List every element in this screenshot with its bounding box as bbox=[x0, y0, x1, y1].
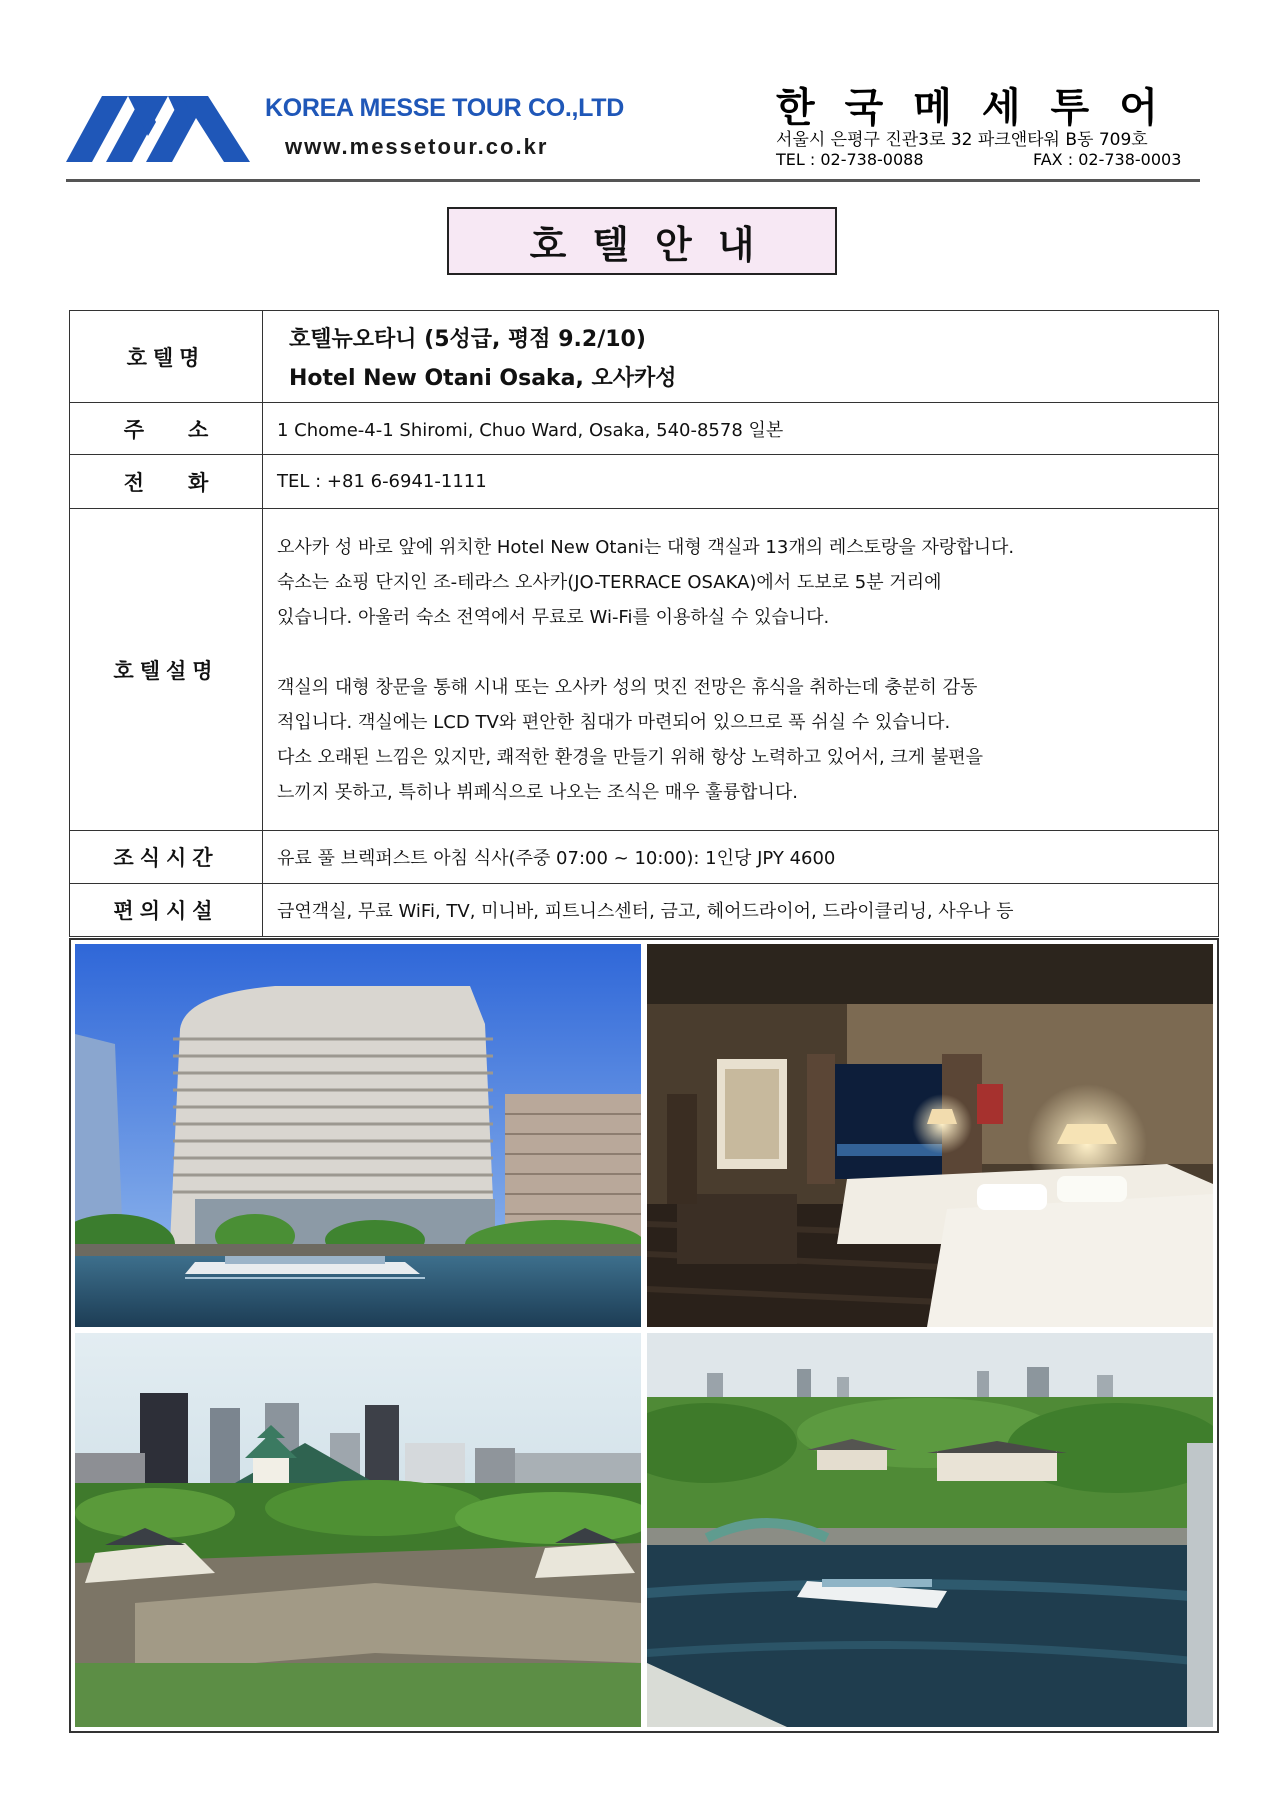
label-address: 주소 bbox=[70, 403, 263, 455]
description-line: 숙소는 쇼핑 단지인 조-테라스 오사카(JO-TERRACE OSAKA)에서 도보로 5분 거리에 bbox=[277, 571, 942, 593]
hotel-exterior-photo bbox=[75, 944, 641, 1327]
amenities-list: 금연객실, 무료 WiFi, TV, 미니바, 피트니스센터, 금고, 헤어드라이어, 드라이클리닝, 사우나 등 bbox=[263, 884, 1219, 937]
header-divider bbox=[66, 179, 1200, 182]
breakfast-hours: 유료 풀 브렉퍼스트 아침 식사(주중 07:00 ~ 10:00): 1인당 JPY 4600 bbox=[263, 831, 1219, 884]
hotel-name-en: Hotel New Otani Osaka, 오사카성 bbox=[289, 365, 677, 391]
page-title-box bbox=[447, 207, 837, 275]
photo-grid bbox=[69, 938, 1219, 1733]
company-name-ko: 한국메세투어 bbox=[776, 85, 1188, 131]
hotel-address: 1 Chome-4-1 Shiromi, Chuo Ward, Osaka, 540-8578 일본 bbox=[263, 403, 1219, 455]
label-description: 호텔설명 bbox=[70, 509, 263, 831]
label-hotel-name: 호텔명 bbox=[70, 311, 263, 403]
hotel-description bbox=[263, 509, 1219, 831]
label-breakfast: 조식시간 bbox=[70, 831, 263, 884]
description-line: 느끼지 못하고, 특히나 뷔페식으로 나오는 조식은 매우 훌륭합니다. bbox=[277, 781, 798, 803]
company-address: 서울시 은평구 진관3로 32 파크앤타워 B동 709호 bbox=[776, 130, 1148, 150]
label-amenities: 편의시설 bbox=[70, 884, 263, 937]
company-website[interactable]: www.messetour.co.kr bbox=[285, 134, 549, 159]
table-row-address bbox=[70, 403, 1219, 455]
description-line: 다소 오래된 느낌은 있지만, 쾌적한 환경을 만들기 위해 항상 노력하고 있어서, 크게 불편을 bbox=[277, 746, 984, 768]
page-title: 호텔안내 bbox=[529, 222, 781, 267]
hotel-room-photo bbox=[647, 944, 1213, 1327]
description-paragraph-1 bbox=[277, 530, 1218, 635]
hotel-name-cell bbox=[263, 311, 1219, 403]
table-row-description bbox=[70, 509, 1219, 831]
river-park-photo bbox=[647, 1333, 1213, 1727]
osaka-castle-photo bbox=[75, 1333, 641, 1727]
description-line: 있습니다. 아울러 숙소 전역에서 무료로 Wi-Fi를 이용하실 수 있습니다. bbox=[277, 606, 830, 628]
company-fax: FAX : 02-738-0003 bbox=[1033, 150, 1182, 169]
description-line: 오사카 성 바로 앞에 위치한 Hotel New Otani는 대형 객실과 13개의 레스토랑을 자랑합니다. bbox=[277, 536, 1015, 558]
company-name-en: KOREA MESSE TOUR CO.,LTD bbox=[265, 94, 625, 122]
label-phone: 전화 bbox=[70, 455, 263, 509]
hotel-phone: TEL : +81 6-6941-1111 bbox=[263, 455, 1219, 509]
table-row-breakfast bbox=[70, 831, 1219, 884]
table-row-phone bbox=[70, 455, 1219, 509]
hotel-name-ko: 호텔뉴오타니 (5성급, 평점 9.2/10) bbox=[289, 326, 646, 352]
table-row-amenities bbox=[70, 884, 1219, 937]
messe-m-logo-icon bbox=[66, 96, 250, 162]
description-line: 객실의 대형 창문을 통해 시내 또는 오사카 성의 멋진 전망은 휴식을 취하는데 충분히 감동 bbox=[277, 676, 978, 698]
company-tel: TEL : 02-738-0088 bbox=[776, 150, 924, 169]
table-row-name bbox=[70, 311, 1219, 403]
description-paragraph-2 bbox=[277, 670, 1218, 810]
hotel-info-table bbox=[69, 310, 1219, 937]
description-line: 적입니다. 객실에는 LCD TV와 편안한 침대가 마련되어 있으므로 푹 쉬실 수 있습니다. bbox=[277, 711, 951, 733]
